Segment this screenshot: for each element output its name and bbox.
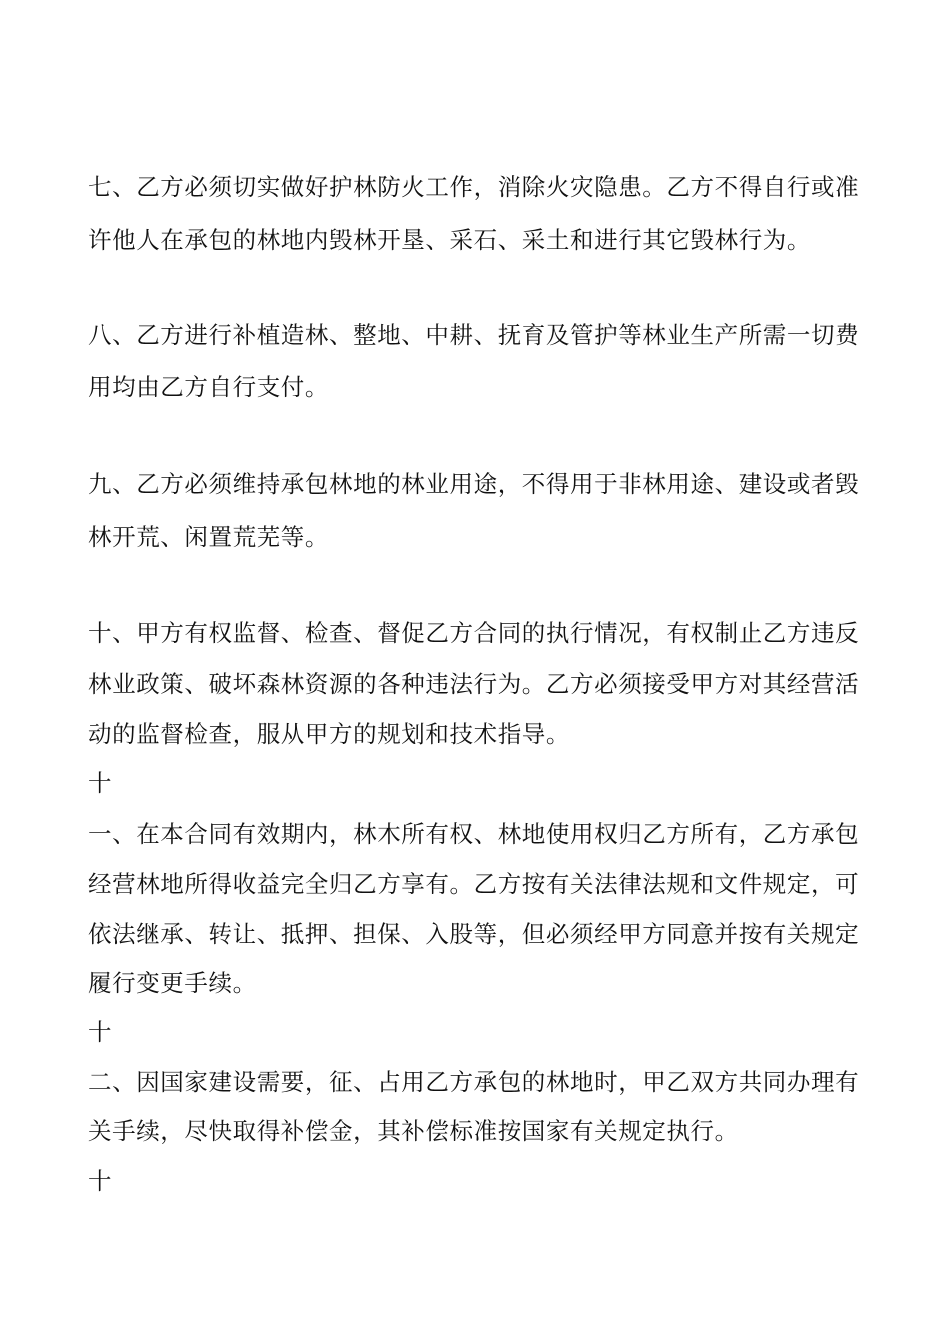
clause-12-line-2: 关手续，尽快取得补偿金，其补偿标准按国家有关规定执行。	[88, 1117, 739, 1145]
clause-10-line-3: 动的监督检查，服从甲方的规划和技术指导。	[88, 720, 570, 748]
clause-12-line-1: 二、因国家建设需要，征、占用乙方承包的林地时，甲乙双方共同办理有	[88, 1068, 860, 1096]
clause-7-line-2: 许他人在承包的林地内毁林开垦、采石、采土和进行其它毁林行为。	[88, 226, 811, 254]
clause-10-line-1: 十、甲方有权监督、检查、督促乙方合同的执行情况，有权制止乙方违反	[88, 619, 860, 647]
clause-11-number: 十	[88, 769, 113, 797]
clause-9-line-1: 九、乙方必须维持承包林地的林业用途，不得用于非林用途、建设或者毁	[88, 470, 860, 498]
clause-11-line-3: 依法继承、转让、抵押、担保、入股等，但必须经甲方同意并按有关规定	[88, 920, 860, 948]
clause-10-line-2: 林业政策、破坏森林资源的各种违法行为。乙方必须接受甲方对其经营活	[88, 670, 860, 698]
clause-12-number: 十	[88, 1018, 113, 1046]
clause-11-line-1: 一、在本合同有效期内，林木所有权、林地使用权归乙方所有，乙方承包	[88, 820, 860, 848]
clause-9-line-2: 林开荒、闲置荒芜等。	[88, 523, 329, 551]
clause-11-line-4: 履行变更手续。	[88, 969, 257, 997]
clause-8-line-1: 八、乙方进行补植造林、整地、中耕、抚育及管护等林业生产所需一切费	[88, 321, 860, 349]
clause-11-line-2: 经营林地所得收益完全归乙方享有。乙方按有关法律法规和文件规定，可	[88, 870, 860, 898]
clause-8-line-2: 用均由乙方自行支付。	[88, 373, 329, 401]
clause-7-line-1: 七、乙方必须切实做好护林防火工作，消除火灾隐患。乙方不得自行或准	[88, 173, 860, 201]
clause-13-number: 十	[88, 1167, 113, 1195]
